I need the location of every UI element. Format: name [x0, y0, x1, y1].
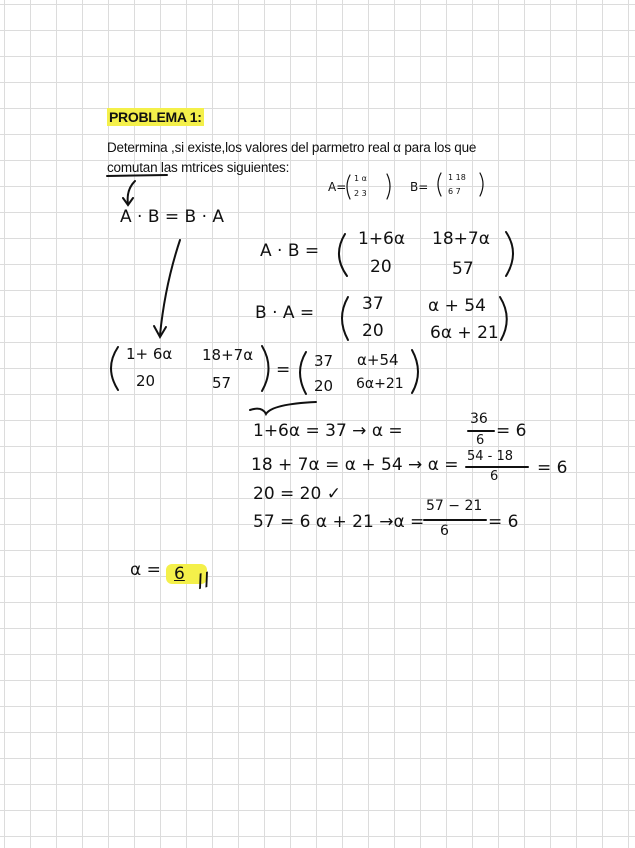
brace-stroke	[250, 402, 316, 414]
equation-1: 1+6α = 37 → α =	[253, 421, 403, 441]
bracket-right	[500, 297, 507, 340]
left-matrix-cell: 1+ 6α	[126, 345, 173, 363]
left-matrix-cell: 18+7α	[202, 346, 254, 364]
left-matrix-cell: 20	[136, 372, 156, 390]
answer-mark: //	[194, 568, 213, 593]
answer-label: α =	[130, 560, 161, 580]
bracket-right	[506, 232, 513, 276]
matrix-equals-sign: =	[276, 360, 291, 380]
answer-number: 6	[174, 564, 185, 584]
equation-4-result: = 6	[488, 512, 519, 532]
matrix-a-row2: 2 3	[354, 189, 367, 198]
bracket-right	[387, 174, 390, 199]
equation-2-numerator: 54 - 18	[467, 449, 514, 464]
problem-statement-line-2: comutan las mtrices siguientes:	[107, 160, 290, 175]
equation-4-numerator: 57 − 21	[426, 498, 483, 514]
bracket-left	[342, 297, 348, 340]
matrix-b-row1: 1 18	[448, 173, 466, 182]
right-matrix-cell: α+54	[357, 351, 399, 369]
matrix-b-row2: 6 7	[448, 187, 461, 196]
product-ba-cell: 37	[362, 294, 384, 314]
equation-3: 20 = 20 ✓	[253, 484, 341, 504]
matrix-a-label: A=	[328, 180, 347, 194]
left-matrix-cell: 57	[212, 374, 232, 392]
product-ba-label: B · A =	[255, 303, 315, 323]
bracket-left	[347, 175, 350, 199]
comutan-underline	[107, 175, 167, 176]
product-ba-cell: α + 54	[428, 296, 486, 316]
bracket-right	[412, 350, 418, 393]
bracket-right	[480, 173, 483, 196]
matrix-a-row1: 1 α	[354, 174, 367, 183]
equation-2: 18 + 7α = α + 54 → α =	[251, 455, 459, 475]
bracket-right	[262, 346, 269, 391]
bracket-left	[111, 347, 118, 390]
equation-1-denominator: 6	[476, 433, 485, 448]
product-ab-cell: 1+6α	[358, 229, 406, 249]
equation-1-result: = 6	[496, 421, 527, 441]
product-ab-cell: 20	[370, 257, 392, 277]
equation-4: 57 = 6 α + 21 →α =	[253, 512, 425, 532]
bracket-left	[339, 234, 347, 276]
right-matrix-cell: 37	[314, 352, 334, 370]
product-ba-cell: 20	[362, 321, 384, 341]
equation-2-result: = 6	[537, 458, 568, 478]
equation-2-denominator: 6	[490, 469, 499, 484]
equation-4-denominator: 6	[440, 523, 449, 539]
product-ab-cell: 18+7α	[432, 229, 490, 249]
product-ab-label: A · B =	[260, 241, 320, 261]
matrix-b-label: B=	[410, 180, 429, 194]
product-ba-cell: 6α + 21	[430, 323, 499, 343]
product-ab-cell: 57	[452, 259, 474, 279]
bracket-left	[438, 173, 441, 196]
right-matrix-cell: 20	[314, 377, 334, 395]
problem-title: PROBLEMA 1:	[109, 109, 202, 125]
equation-1-numerator: 36	[470, 411, 488, 427]
commute-equation: A · B = B · A	[120, 207, 225, 227]
long-arrow	[160, 240, 180, 335]
problem-statement-line-1: Determina ,si existe,los valores del parmetro real α para los que	[107, 140, 477, 155]
right-matrix-cell: 6α+21	[356, 376, 404, 392]
bracket-left	[300, 352, 306, 394]
